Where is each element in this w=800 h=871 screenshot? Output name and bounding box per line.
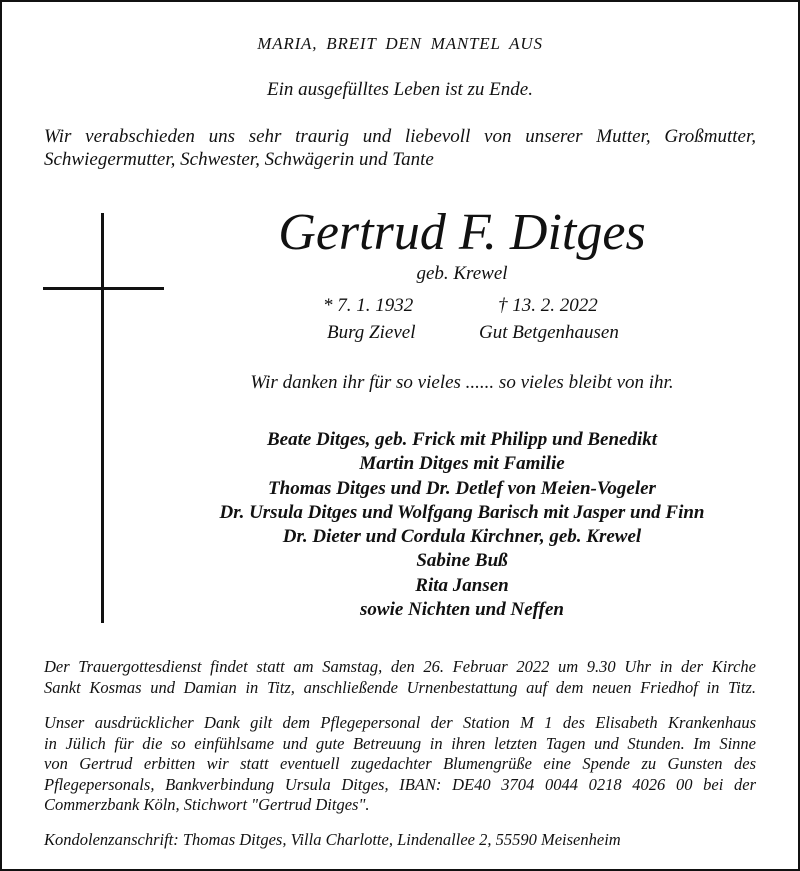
gratitude-paragraph xyxy=(44,713,756,816)
gratitude-line: Unser ausdrücklicher Dank gilt dem Pflegepersonal der Station M 1 des Elisabeth Krankenhaus xyxy=(44,713,756,732)
service-line: Sankt Kosmas und Damian in Titz, anschließende Urnenbestattung auf dem neuen Friedhof in Titz. xyxy=(44,677,756,697)
intro-line: Schwiegermutter, Schwester, Schwägerin und Tante xyxy=(44,149,434,170)
condolence-address: Kondolenzanschrift: Thomas Ditges, Villa Charlotte, Lindenallee 2, 55590 Meisenheim xyxy=(44,830,621,849)
gratitude-line: Pflegepersonals, Bankverbindung Ursula Ditges, IBAN: DE40 3704 0044 0218 4026 00 bei der xyxy=(44,774,756,794)
mourner: Sabine Buß xyxy=(416,550,508,572)
birth-date: * 7. 1. 1932 xyxy=(323,295,414,316)
mourners-list xyxy=(100,428,800,622)
thanks-line: Wir danken ihr für so vieles ...... so vieles bleibt von ihr. xyxy=(250,372,674,393)
mourner: sowie Nichten und Neffen xyxy=(360,599,564,621)
mourner: Dr. Ursula Ditges und Wolfgang Barisch mit Jasper und Finn xyxy=(219,501,705,523)
subtitle: Ein ausgefülltes Leben ist zu Ende. xyxy=(267,79,533,100)
death-date: † 13. 2. 2022 xyxy=(498,295,598,316)
intro-text xyxy=(44,125,756,171)
mourner: Thomas Ditges und Dr. Detlef von Meien-Vogeler xyxy=(268,477,656,499)
gratitude-line: Commerzbank Köln, Stichwort "Gertrud Ditges". xyxy=(44,795,370,814)
gratitude-line: von Gertrud erbitten wir statt eventuell zugedachter Blumengrüße eine Spende zu Gunsten des xyxy=(44,754,756,773)
deceased-name: Gertrud F. Ditges xyxy=(278,204,646,261)
service-paragraph xyxy=(44,657,756,698)
mourner: Martin Ditges mit Familie xyxy=(359,453,565,475)
intro-line: Wir verabschieden uns sehr traurig und liebevoll von unserer Mutter, Großmutter, xyxy=(44,126,756,147)
maiden-name: geb. Krewel xyxy=(416,263,508,284)
mourner: Dr. Dieter und Cordula Kirchner, geb. Krewel xyxy=(282,526,642,548)
cross-icon-horizontal xyxy=(43,287,164,290)
birth-place: Burg Zievel xyxy=(327,322,416,343)
motto: MARIA, BREIT DEN MANTEL AUS xyxy=(257,34,543,53)
death-place: Gut Betgenhausen xyxy=(479,322,619,343)
gratitude-line: in Jülich für die so einfühlsame und gute Betreuung in ihren letzten Tagen und Stunden. Im Sinne xyxy=(44,733,756,753)
mourner: Beate Ditges, geb. Frick mit Philipp und Benedikt xyxy=(266,429,658,450)
service-line: Der Trauergottesdienst findet statt am Samstag, den 26. Februar 2022 um 9.30 Uhr in der Kirche xyxy=(44,657,756,676)
mourner: Rita Jansen xyxy=(415,574,509,596)
